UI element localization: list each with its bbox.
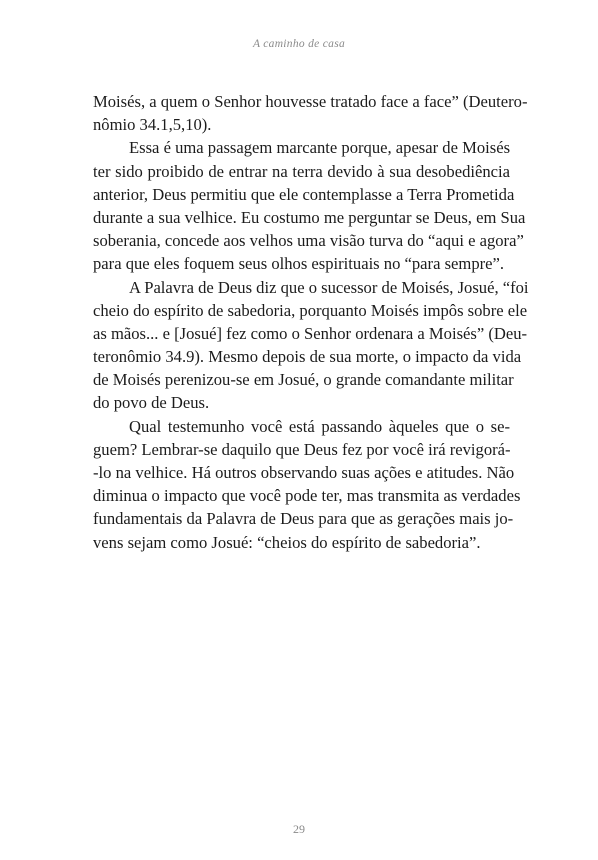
text-line: teronômio 34.9). Mesmo depois de sua morte, o impacto da vida <box>93 347 522 367</box>
paragraph <box>93 276 529 415</box>
body-text <box>93 90 529 554</box>
text-line: as mãos... e [Josué] fez como o Senhor ordenara a Moisés” (Deu- <box>93 323 528 343</box>
text-line: vens sejam como Josué: “cheios do espírito de sabedoria”. <box>93 532 481 552</box>
text-line: soberania, concede aos velhos uma visão turva do “aqui e agora” <box>93 231 524 251</box>
page-number: 29 <box>293 822 305 836</box>
text-line: fundamentais da Palavra de Deus para que as gerações mais jo- <box>93 509 514 529</box>
text-line: -lo na velhice. Há outros observando suas ações e atitudes. Não <box>93 463 515 482</box>
text-line: durante a sua velhice. Eu costumo me perguntar se Deus, em Sua <box>93 207 526 227</box>
text-line: ter sido proibido de entrar na terra devido à sua desobediência <box>93 161 510 181</box>
text-line: cheio do espírito de sabedoria, porquanto Moisés impôs sobre ele <box>93 300 528 320</box>
paragraph <box>93 90 528 136</box>
text-line: diminua o impacto que você pode ter, mas transmita as verdades <box>93 486 521 506</box>
text-line: A Palavra de Deus diz que o sucessor de Moisés, Josué, “foi <box>129 277 529 297</box>
text-line: guem? Lembrar-se daquilo que Deus fez por você irá revigorá- <box>93 439 511 459</box>
text-line: Moisés, a quem o Senhor houvesse tratado face a face” (Deutero- <box>93 92 528 111</box>
text-line: do povo de Deus. <box>93 393 210 413</box>
paragraph <box>93 415 521 554</box>
text-line: anterior, Deus permitiu que ele contemplasse a Terra Prometida <box>93 184 515 204</box>
text-line: Qual testemunho você está passando àqueles que o se- <box>129 416 510 436</box>
text-line: Essa é uma passagem marcante porque, apesar de Moisés <box>129 138 511 158</box>
running-head: A caminho de casa <box>252 38 346 50</box>
text-line: nômio 34.1,5,10). <box>93 115 212 135</box>
paragraph <box>93 136 526 275</box>
text-line: para que eles foquem seus olhos espirituais no “para sempre”. <box>93 254 505 274</box>
text-line: de Moisés perenizou-se em Josué, o grande comandante militar <box>93 370 514 390</box>
